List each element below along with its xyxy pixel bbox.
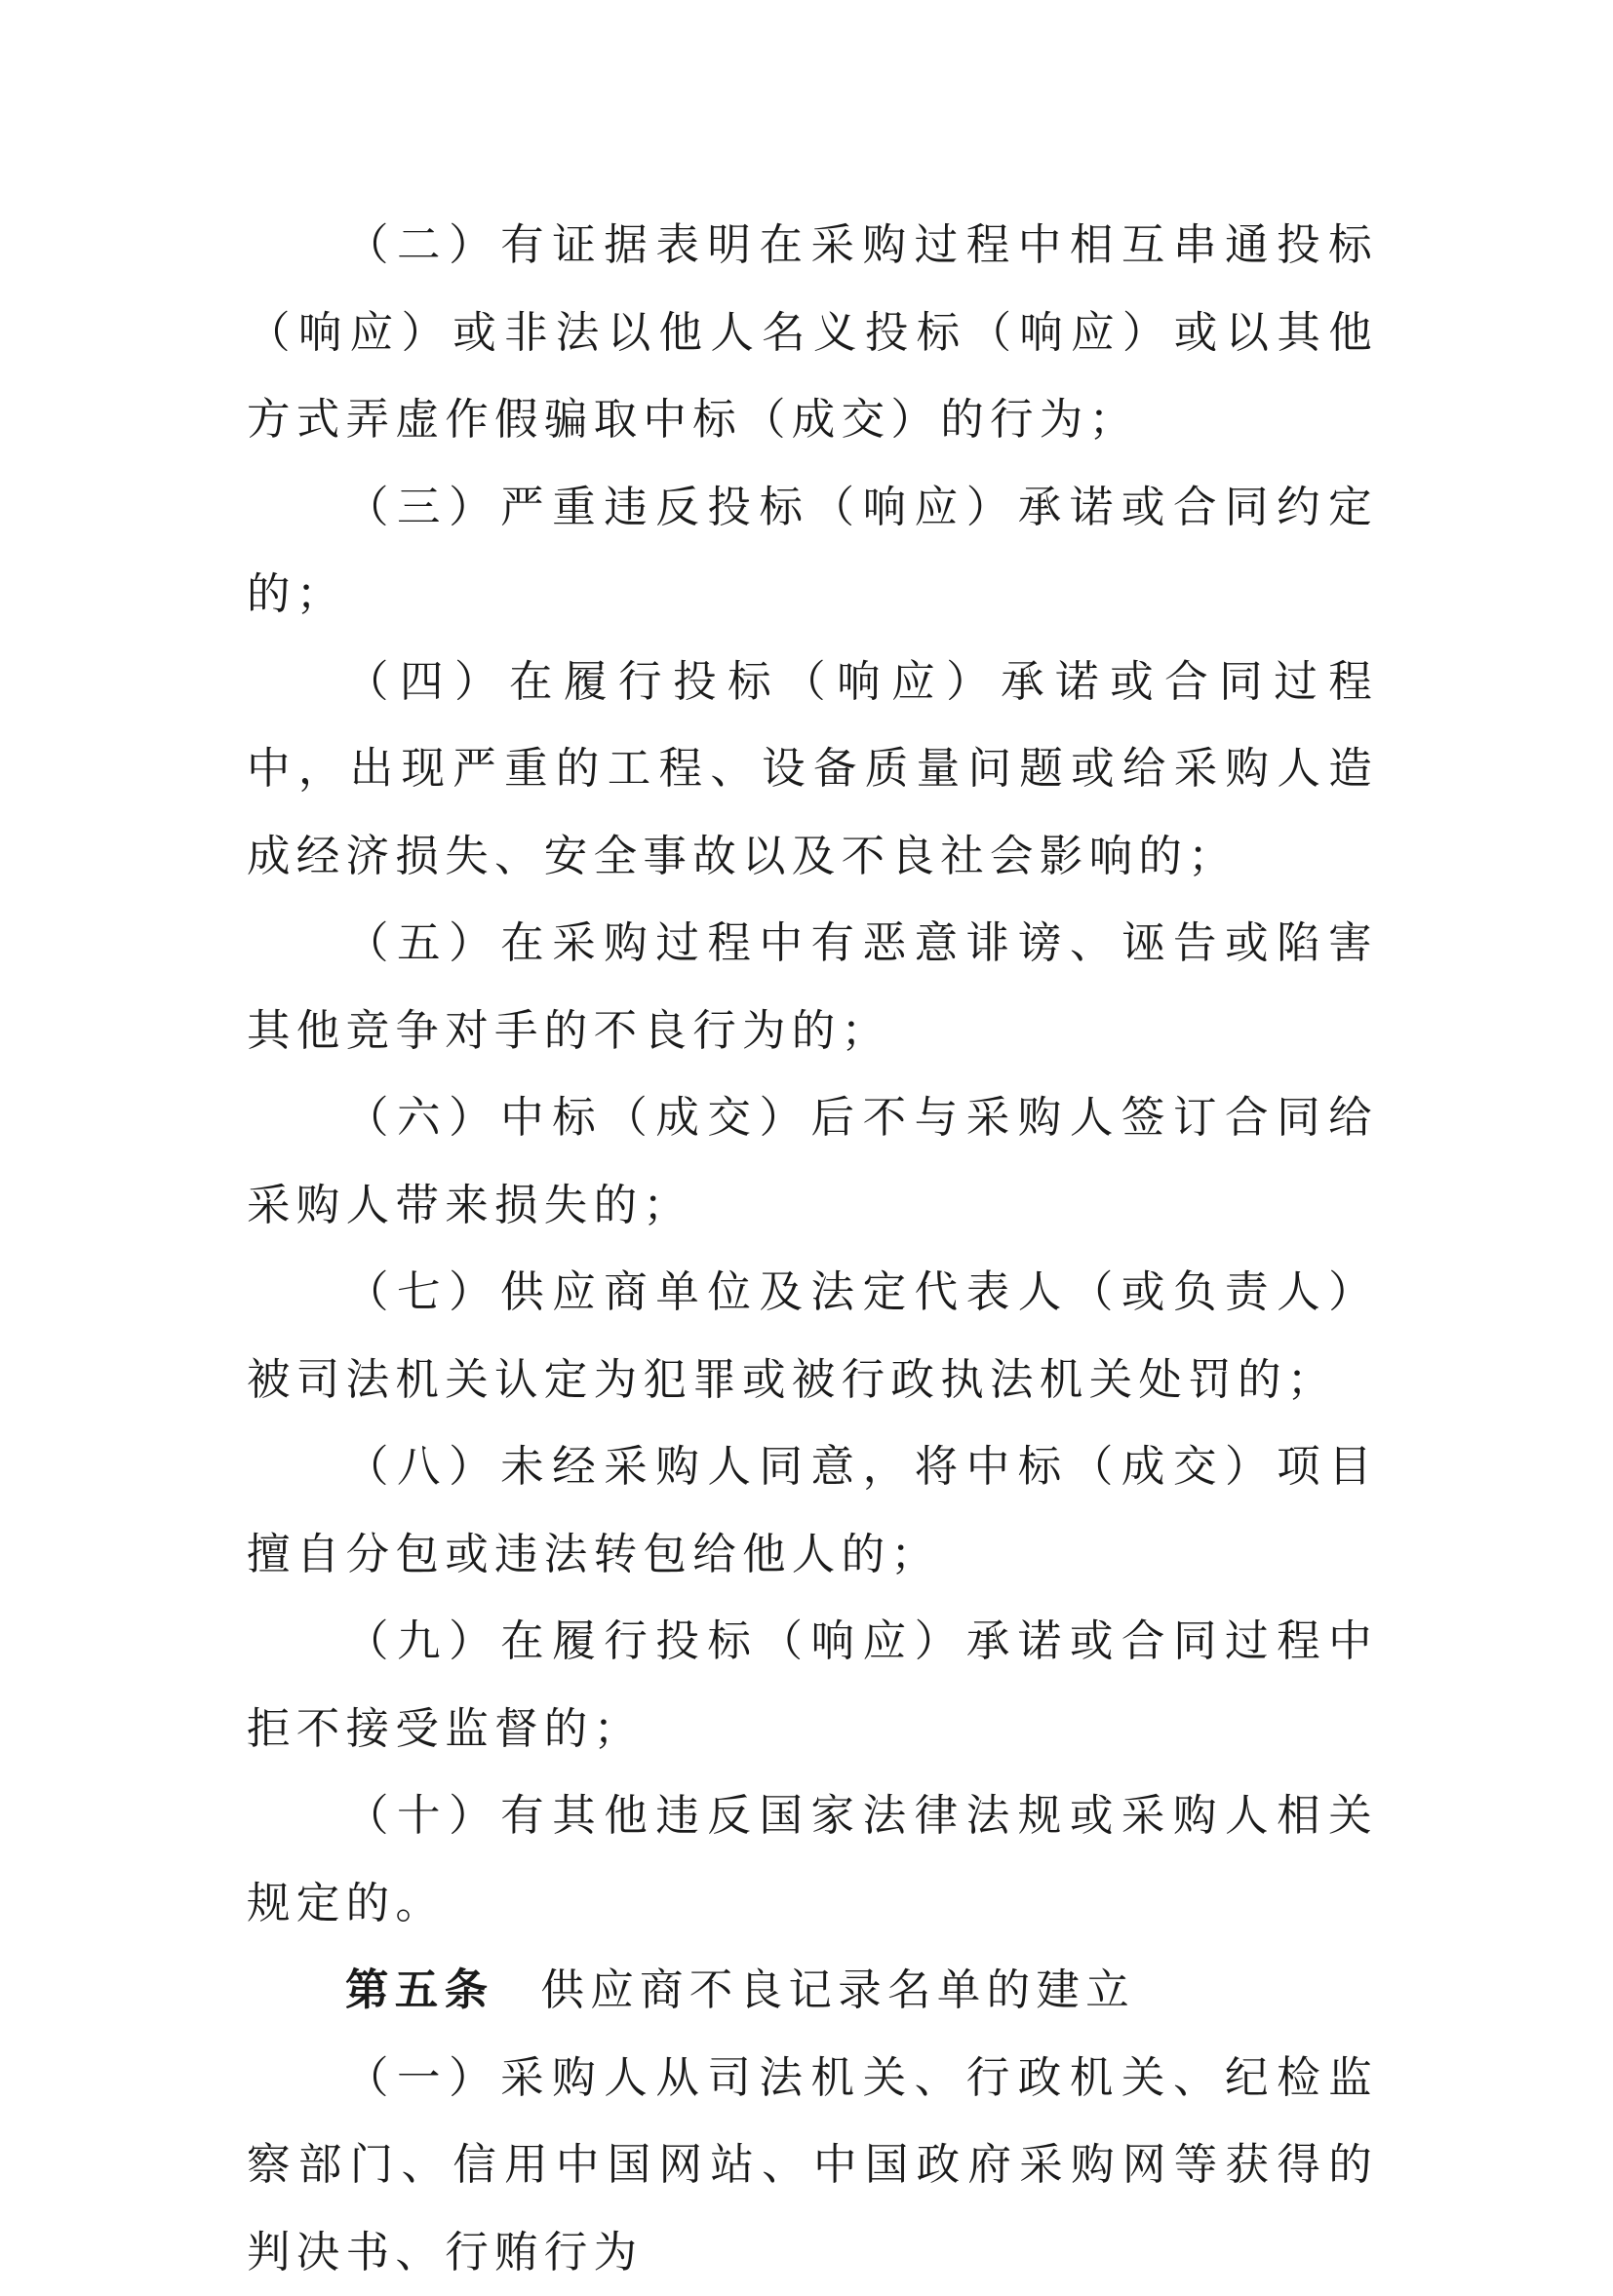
article-title: 供应商不良记录名单的建立 (540, 1965, 1135, 2015)
article-heading (247, 1947, 1378, 2035)
clause-2: （二）有证据表明在采购过程中相互串通投标（响应）或非法以他人名义投标（响应）或以其他方式弄虚作假骗取中标（成交）的行为； (247, 202, 1378, 464)
clause-4: （四）在履行投标（响应）承诺或合同过程中，出现严重的工程、设备质量问题或给采购人造成经济损失、安全事故以及不良社会影响的； (247, 639, 1378, 901)
clause-9: （九）在履行投标（响应）承诺或合同过程中拒不接受监督的； (247, 1598, 1378, 1772)
clause-7: （七）供应商单位及法定代表人（或负责人）被司法机关认定为犯罪或被行政执法机关处罚的； (247, 1249, 1378, 1423)
body-text (247, 202, 1378, 2296)
clause-8: （八）未经采购人同意，将中标（成交）项目擅自分包或违法转包给他人的； (247, 1423, 1378, 1598)
clause-10: （十）有其他违反国家法律法规或采购人相关规定的。 (247, 1772, 1378, 1947)
clause-6: （六）中标（成交）后不与采购人签订合同给采购人带来损失的； (247, 1074, 1378, 1249)
article-number: 第五条 (345, 1965, 493, 2015)
clause-3: （三）严重违反投标（响应）承诺或合同约定的； (247, 464, 1378, 639)
clause-5: （五）在采购过程中有恶意诽谤、诬告或陷害其他竞争对手的不良行为的； (247, 900, 1378, 1074)
article-5-clause-1: （一）采购人从司法机关、行政机关、纪检监察部门、信用中国网站、中国政府采购网等获得的判决书、行贿行为 (247, 2035, 1378, 2296)
